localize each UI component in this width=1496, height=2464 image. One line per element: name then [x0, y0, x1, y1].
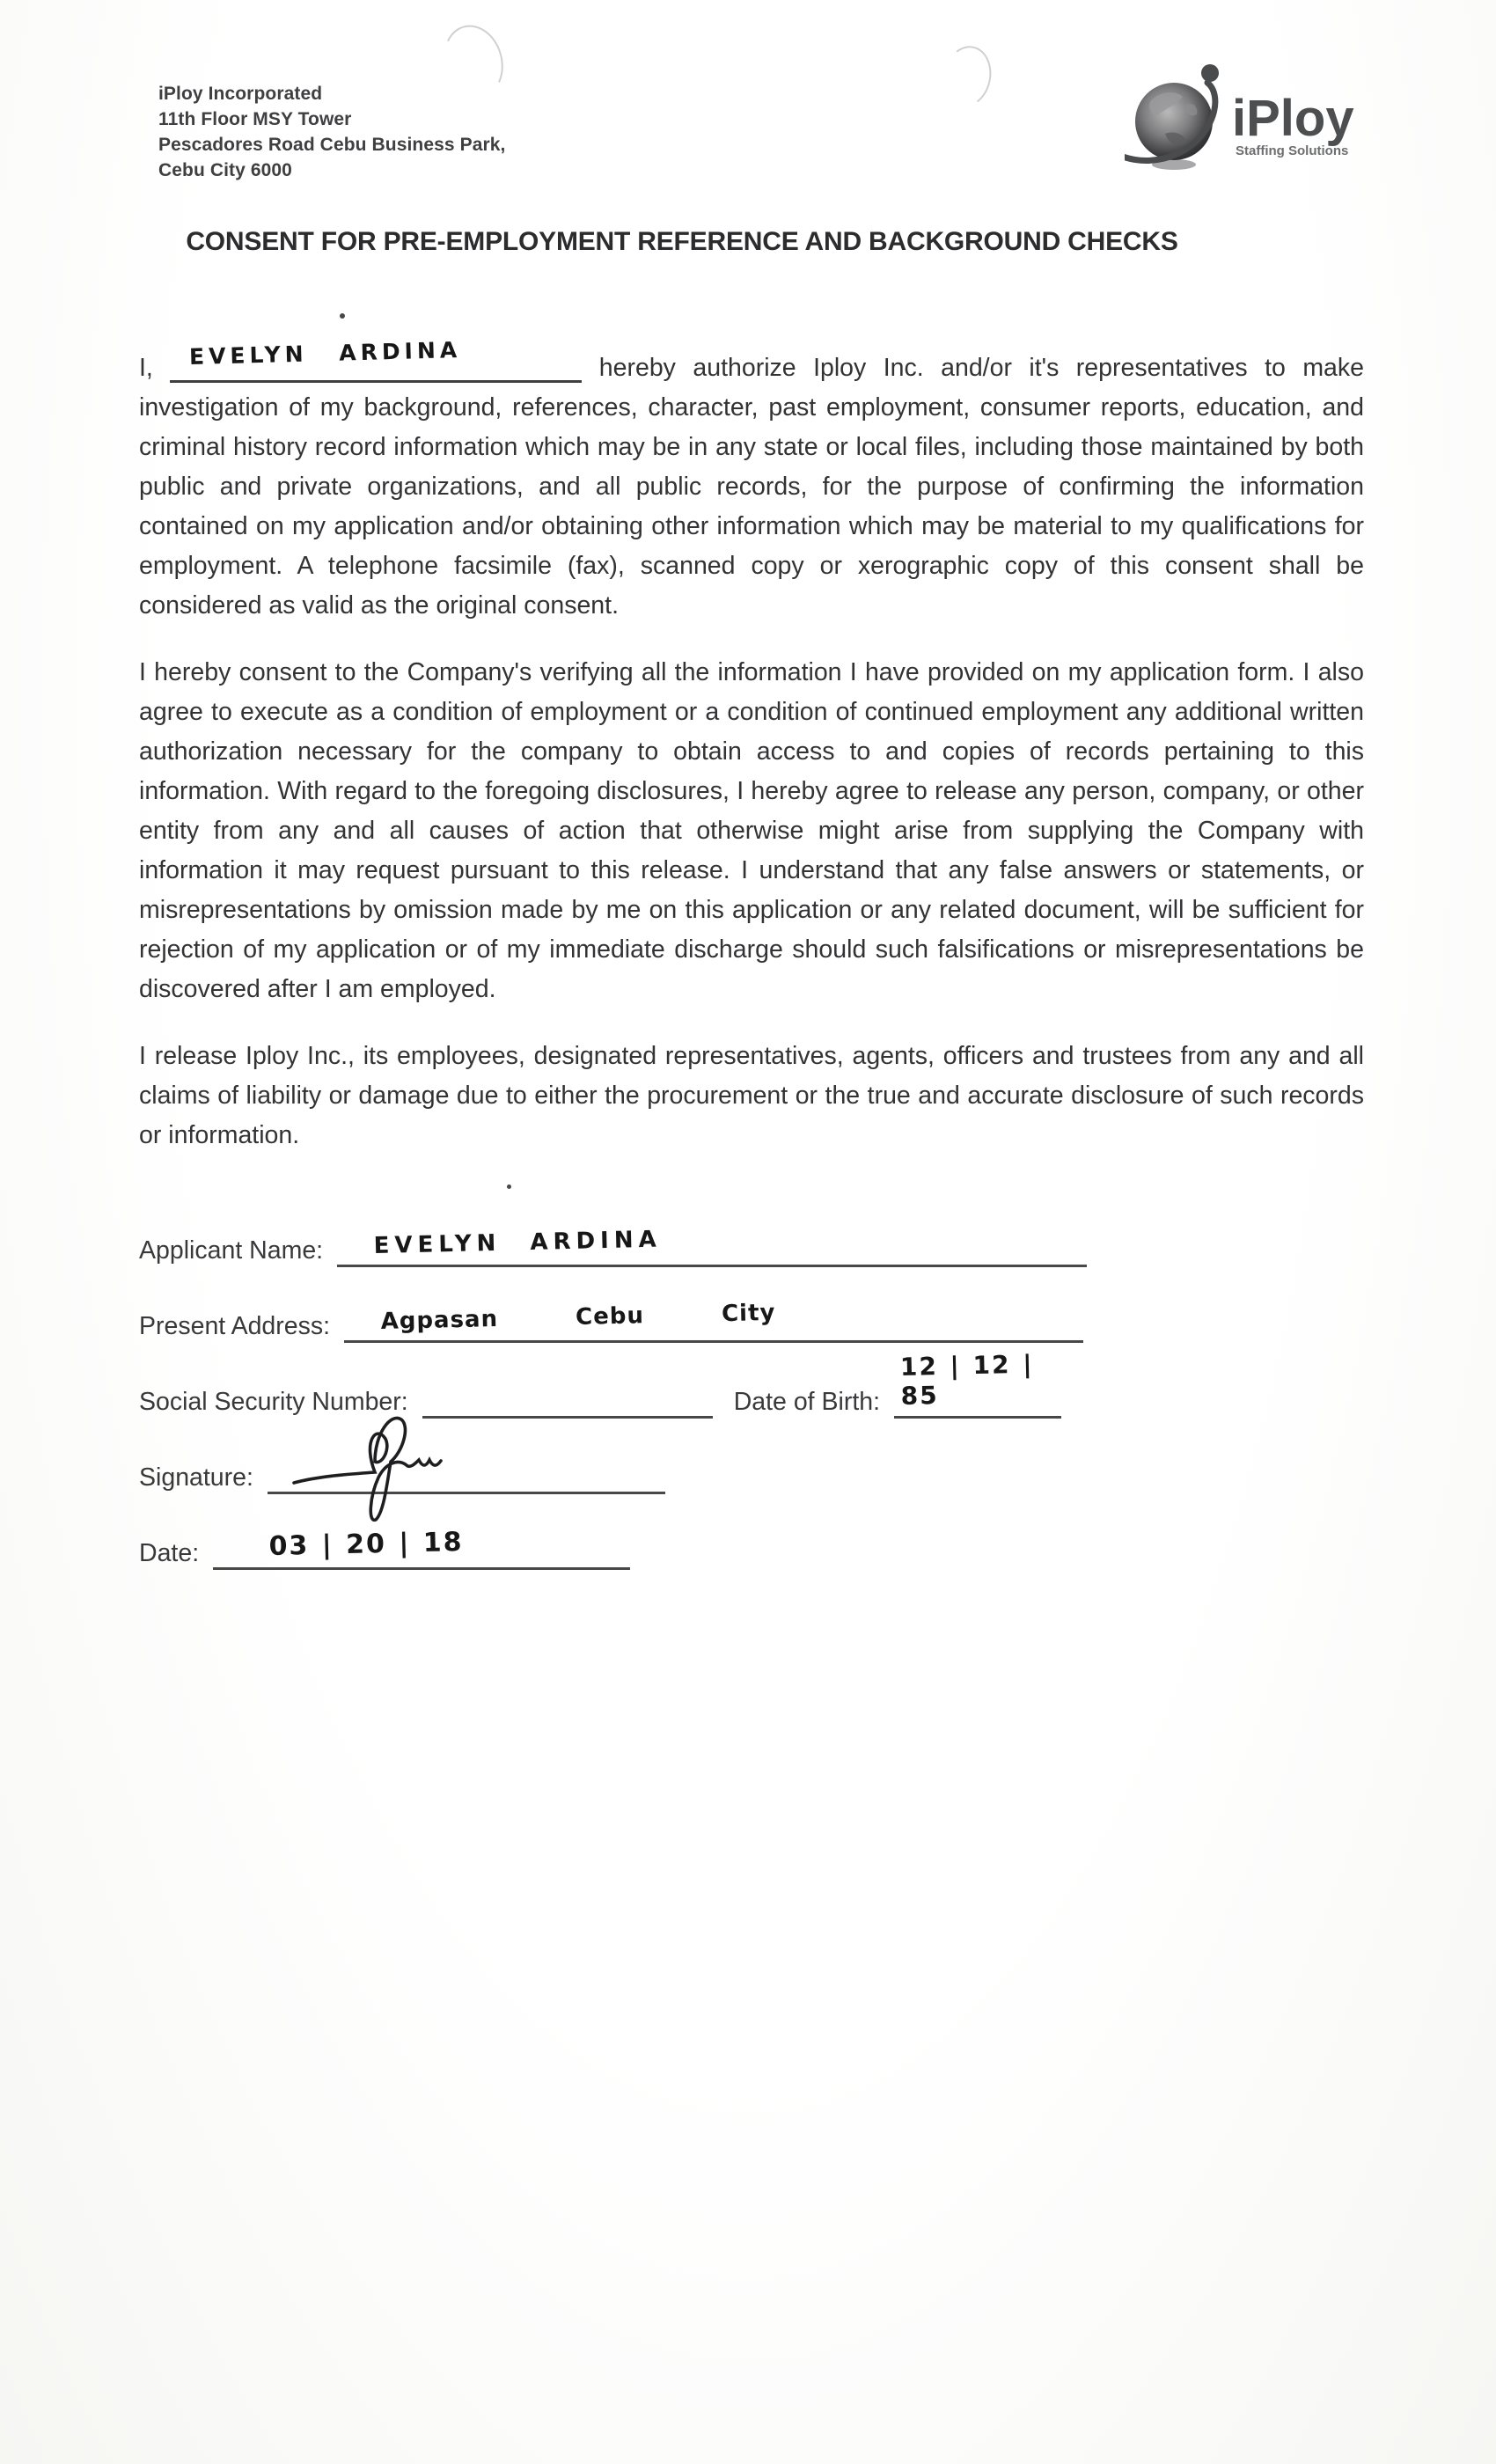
date-label: Date:	[139, 1539, 200, 1567]
ink-dot-artifact	[340, 313, 345, 319]
ssn-label: Social Security Number:	[139, 1388, 408, 1416]
consent-body-text	[139, 336, 1365, 1183]
present-address-label: Present Address:	[139, 1312, 331, 1340]
present-address-line	[344, 1300, 1083, 1343]
paragraph-prefix: I,	[139, 354, 153, 382]
dob-line	[894, 1349, 1061, 1419]
dob-label: Date of Birth:	[733, 1388, 881, 1416]
logo-tagline-text: Staffing Solutions	[1236, 143, 1349, 158]
address-line: Cebu City 6000	[158, 160, 292, 180]
globe-swoosh-icon	[1125, 64, 1219, 170]
address-line: Pescadores Road Cebu Business Park,	[158, 135, 506, 155]
signature-scribble	[290, 1409, 493, 1532]
company-name: iPloy Incorporated	[158, 84, 323, 104]
scan-curl-artifact	[937, 41, 996, 112]
address-line: 11th Floor MSY Tower	[158, 109, 352, 129]
signature-label: Signature:	[139, 1463, 253, 1492]
signature-row	[139, 1448, 1364, 1494]
paragraph-text: hereby authorize Iploy Inc. and/or it's representatives to make investigation of my background, references, character, past employment, consumer reports, education, and criminal history record information which may be in any state or local files, including those maintained by both public and private organizations, and all public records, for the purpose of confirming the information contained on my application and/or obtaining other information which may be material to my qualifications for employment. A telephone facsimile (fax), scanned copy or xerographic copy of this consent shall be considered as valid as the original consent.	[139, 354, 1365, 620]
date-line	[213, 1527, 630, 1570]
company-address-block	[158, 81, 506, 183]
paragraph-consent: I hereby consent to the Company's verifying all the information I have provided on my application form. I also agree to execute as a condition of employment or a condition of continued employment any additional written authorization necessary for the company to obtain access to and copies of records pertaining to this information. With regard to the foregoing disclosures, I hereby agree to release any person, company, or other entity from any and all causes of action that otherwise might arise from supplying the Company with information it may request pursuant to this release. I understand that any false answers or statements, or misrepresentations by omission made by me on this application or any related document, will be sufficient for rejection of my application or of my immediate discharge should such falsifications or misrepresentations be discovered after I am employed.	[139, 658, 1364, 1003]
handwritten-name: EVELYN ARDINA	[188, 336, 462, 370]
handwritten-applicant-name: EVELYN ARDINA	[373, 1226, 663, 1259]
handwritten-present-address: Agpasan Cebu City	[380, 1299, 776, 1335]
paragraph-release: I release Iploy Inc., its employees, designated representatives, agents, officers and trustees from any and all claims of liability or damage due to either the procurement or the true and accurate disclosure of such records or information.	[139, 1042, 1364, 1149]
form-fields	[139, 1221, 1364, 1600]
name-blank-line	[170, 336, 582, 383]
applicant-name-row	[139, 1221, 1364, 1267]
applicant-name-label: Applicant Name:	[139, 1236, 324, 1265]
handwritten-date: 03 | 20 | 18	[268, 1526, 465, 1562]
ink-dot-artifact	[507, 1184, 511, 1189]
present-address-row	[139, 1297, 1364, 1343]
iploy-logo	[1125, 58, 1397, 181]
date-row	[139, 1524, 1364, 1570]
signature-line	[268, 1451, 665, 1494]
logo-brand-text: iPloy	[1232, 90, 1354, 147]
applicant-name-line	[337, 1224, 1087, 1267]
handwritten-dob: 12 | 12 | 85	[899, 1349, 1046, 1411]
paragraph-authorization	[139, 336, 1365, 626]
document-title: CONSENT FOR PRE-EMPLOYMENT REFERENCE AND BACKGROUND CHECKS	[186, 227, 1178, 256]
